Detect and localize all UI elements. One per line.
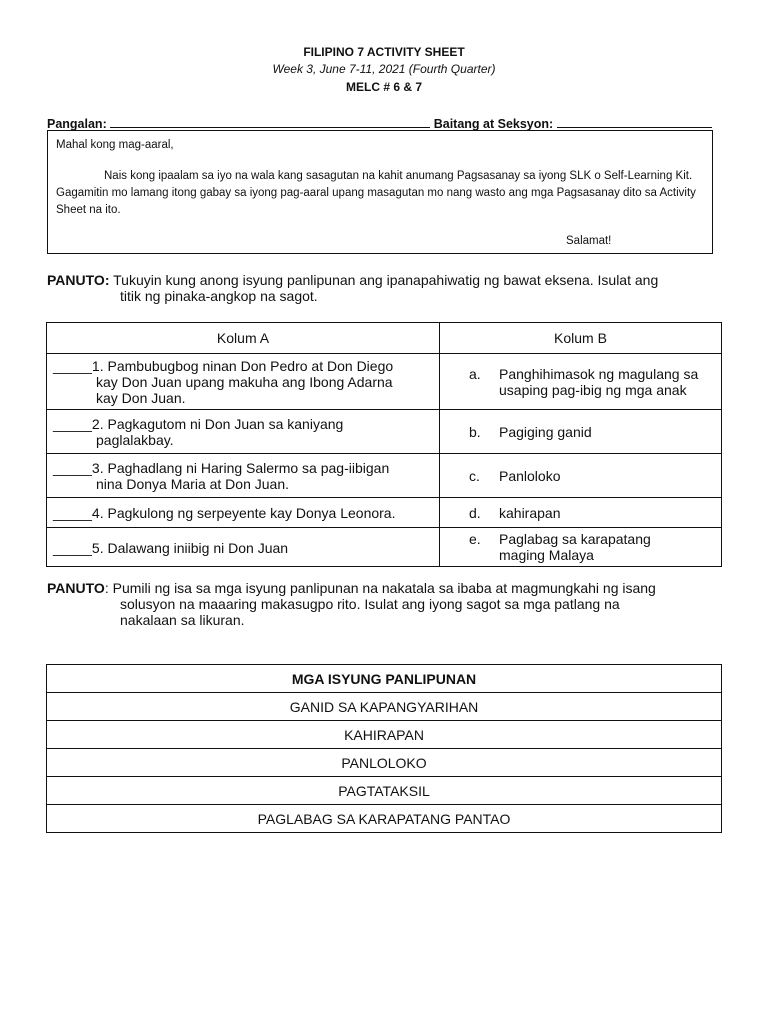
table-row [47,528,722,567]
column-a-item-5[interactable]: _____5. Dalawang iniibig ni Don Juan [47,528,440,567]
issues-table [46,664,722,833]
sheet-title: FILIPINO 7 ACTIVITY SHEET [303,45,465,59]
table-row [47,410,722,454]
column-a-item-2[interactable]: _____2. Pagkagutom ni Don Juan sa kaniyang paglalakbay. [47,410,440,454]
issue-item: PAGTATAKSIL [47,777,722,805]
melc-label: MELC # 6 & 7 [345,80,423,94]
instruction-1-label: PANUTO: [47,272,110,288]
section-blank[interactable] [557,115,712,128]
column-b-item-c: c. Panloloko [440,454,722,498]
table-row [47,721,722,749]
instruction-2 [47,580,727,628]
letter-closing: Salamat! [566,235,612,247]
instruction-2-line1: : Pumili ng isa sa mga isyung panlipunan na nakatala sa ibaba at magmungkahi ng isang [104,580,656,596]
table-row [47,354,722,410]
table-row [47,749,722,777]
letter-greeting: Mahal kong mag-aaral, [56,139,174,151]
issue-item: KAHIRAPAN [47,721,722,749]
student-letter-box [47,130,713,254]
column-a-item-1[interactable]: _____1. Pambubugbog ninan Don Pedro at Don Diego kay Don Juan upang makuha ang Ibong Adarna kay Don Juan. [47,354,440,410]
name-blank[interactable] [110,115,430,128]
table-row [47,498,722,528]
issue-item: PANLOLOKO [47,749,722,777]
column-a-item-3[interactable]: _____3. Paghadlang ni Haring Salermo sa pag-iibigan nina Donya Maria at Don Juan. [47,454,440,498]
column-b-item-e: e. Paglabag sa karapatang maging Malaya [440,528,722,567]
student-info-line [47,115,727,131]
section-label: Baitang at Seksyon: [433,117,554,131]
table-row [47,777,722,805]
column-b-header: Kolum B [440,323,722,354]
table-row [47,454,722,498]
issue-item: PAGLABAG SA KARAPATANG PANTAO [47,805,722,833]
instruction-2-label: PANUTO [47,580,105,596]
instruction-1 [47,272,727,304]
name-label: Pangalan: [47,117,107,131]
instruction-2-line2: solusyon na maaaring makasugpo rito. Isulat ang iyong sagot sa mga patlang na [120,596,620,612]
matching-header-row [47,323,722,354]
column-a-item-4[interactable]: _____4. Pagkulong ng serpeyente kay Donya Leonora. [47,498,440,528]
issues-header: MGA ISYUNG PANLIPUNAN [47,665,722,693]
instruction-1-line2: titik ng pinaka-angkop na sagot. [120,288,318,304]
column-b-item-b: b. Pagiging ganid [440,410,722,454]
table-row [47,693,722,721]
letter-body: Nais kong ipaalam sa iyo na wala kang sasagutan na kahit anumang Pagsasanay sa iyong SLK o Self-Learning Kit. Gagamitin mo lamang itong gabay sa iyong pag-aaral upang masagutan mo nang wasto ang mga Pagsasanay dito sa Activity Sheet na ito. [56,170,696,216]
week-subtitle: Week 3, June 7-11, 2021 (Fourth Quarter) [272,62,496,76]
issues-header-row [47,665,722,693]
table-row [47,805,722,833]
column-a-header: Kolum A [47,323,440,354]
column-b-item-a: a. Panghihimasok ng magulang sa usaping pag-ibig ng mga anak [440,354,722,410]
instruction-2-line3: nakalaan sa likuran. [120,612,245,628]
column-b-item-d: d. kahirapan [440,498,722,528]
issue-item: GANID SA KAPANGYARIHAN [47,693,722,721]
matching-table [46,322,722,567]
instruction-1-line1: Tukuyin kung anong isyung panlipunan ang ipanapahiwatig ng bawat eksena. Isulat ang [113,272,659,288]
